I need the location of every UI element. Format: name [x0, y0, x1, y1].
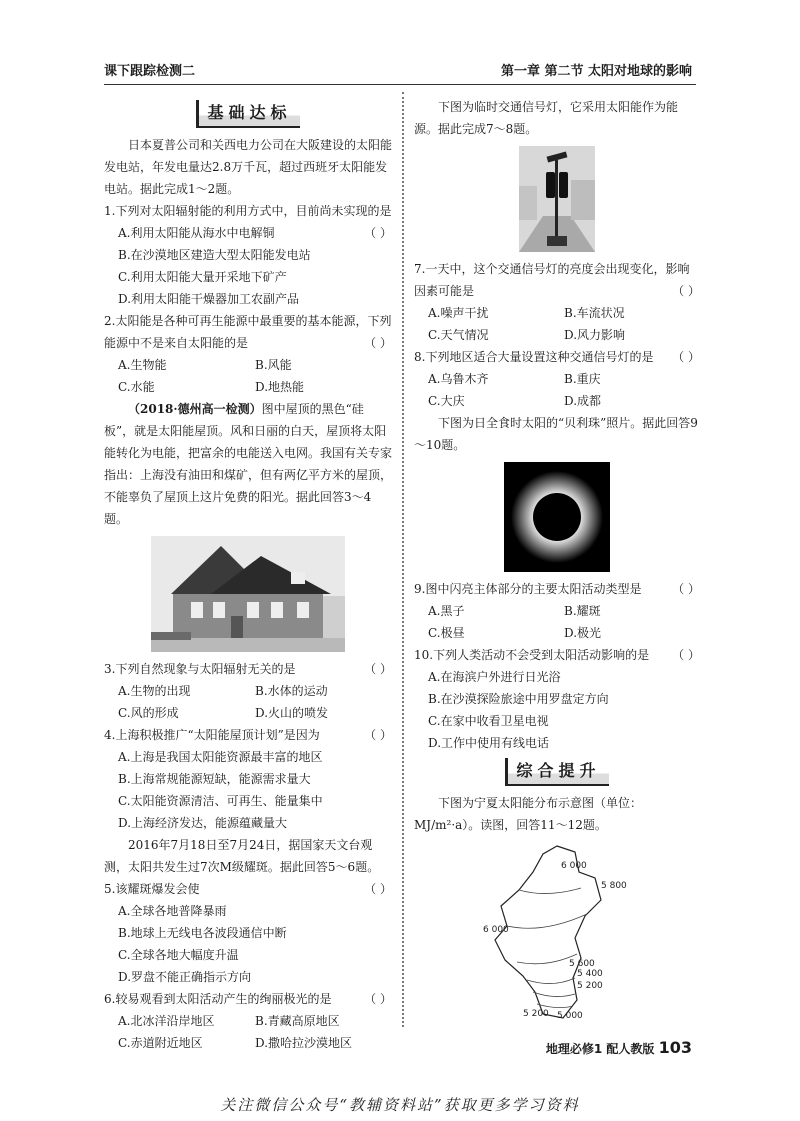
q8-options-cd: C.大庆 D.成都	[428, 394, 602, 408]
header-rule	[104, 84, 696, 85]
question-10: 10.下列人类活动不会受到太阳活动影响的是 （ ）	[414, 648, 700, 662]
intro-9-10: 下图为日全食时太阳的“贝利珠”照片。据此回答9～10题。	[414, 416, 698, 452]
q10-option-d: D.工作中使用有线电话	[428, 736, 550, 750]
q10-option-b: B.在沙漠探险旅途中用罗盘定方向	[428, 692, 609, 706]
q9-options-ab: A.黑子 B.耀斑	[428, 604, 601, 618]
q2-options-cd: C.水能 D.地热能	[118, 380, 305, 394]
q4-option-d: D.上海经济发达，能源蕴藏量大	[118, 816, 288, 830]
q10-option-a: A.在海滨户外进行日光浴	[428, 670, 561, 684]
q1-option-a: A.利用太阳能从海水中电解铜	[118, 226, 275, 240]
header-left: 课下跟踪检测二	[104, 64, 196, 79]
q1-option-d: D.利用太阳能干燥器加工农副产品	[118, 292, 300, 306]
q5-option-a: A.全球各地普降暴雨	[118, 904, 227, 918]
q7-options-ab: A.噪声干扰 B.车流状况	[428, 306, 625, 320]
map-label-2: 5 800	[601, 881, 627, 891]
q9-options-cd: C.极昼 D.极光	[428, 626, 602, 640]
header-right: 第一章 第二节 太阳对地球的影响	[500, 64, 692, 79]
q6-options-cd: C.赤道附近地区 D.撒哈拉沙漠地区	[118, 1036, 353, 1050]
q7-options-cd: C.天气情况 D.风力影响	[428, 328, 626, 342]
q1-option-c: C.利用太阳能大量开采地下矿产	[118, 270, 287, 284]
map-label-8: 5 000	[557, 1011, 583, 1021]
q6-options-ab: A.北冰洋沿岸地区 B.青藏高原地区	[118, 1014, 340, 1028]
q5-option-d: D.罗盘不能正确指示方向	[118, 970, 252, 984]
intro-7-8: 下图为临时交通信号灯，它采用太阳能作为能源。据此完成7～8题。	[414, 100, 679, 136]
q4-option-b: B.上海常规能源短缺，能源需求量大	[118, 772, 311, 786]
eclipse-photo	[414, 462, 700, 572]
question-3: 3.下列自然现象与太阳辐射无关的是 （ ）	[104, 662, 392, 676]
footer-book: 地理必修1 配人教版	[545, 1042, 655, 1056]
map-label-6: 5 200	[577, 981, 603, 991]
q5-option-b: B.地球上无线电各波段通信中断	[118, 926, 287, 940]
question-6: 6.较易观看到太阳活动产生的绚丽极光的是 （ ）	[104, 992, 392, 1006]
question-9: 9.图中闪亮主体部分的主要太阳活动类型是 （ ）	[414, 582, 700, 596]
section-banner-basic: 基础达标	[104, 100, 392, 128]
footer-badge	[546, 1038, 692, 1057]
question-8: 8.下列地区适合大量设置这种交通信号灯的是 （ ）	[414, 350, 700, 364]
q10-option-c: C.在家中收看卫星电视	[428, 714, 549, 728]
intro-3-4: （2018·德州高一检测）图中屋顶的黑色“硅板”，就是太阳能屋顶。风和日丽的白天，屋顶将太阳能转化为电能，把富余的电能送入电网。我国有关专家指出：上海没有油田和煤矿，但有两亿平方米的屋顶，不能辜负了屋顶上这片免费的阳光。据此回答3～4题。	[104, 402, 393, 526]
map-label-5: 5 400	[577, 969, 603, 979]
map-label-3: 6 000	[483, 925, 509, 935]
traffic-light-photo	[414, 146, 700, 252]
q4-option-a: A.上海是我国太阳能资源最丰富的地区	[118, 750, 323, 764]
q5-option-c: C.全球各地大幅度升温	[118, 948, 239, 962]
question-1: 1.下列对太阳辐射能的利用方式中，目前尚未实现的是 （ ）	[104, 204, 392, 240]
right-column	[414, 96, 700, 1028]
left-column	[104, 96, 392, 1054]
ningxia-solar-map	[477, 842, 637, 1022]
solar-eclipse-image	[504, 462, 610, 572]
q3-options-ab: A.生物的出现 B.水体的运动	[118, 684, 328, 698]
intro-1-2: 日本夏普公司和关西电力公司在大阪建设的太阳能发电站，年发电量达2.8万千瓦，超过西班牙太阳能发电站。据此完成1～2题。	[104, 138, 393, 196]
traffic-light-image	[519, 146, 595, 252]
page-number: 103	[658, 1038, 692, 1057]
column-divider	[402, 92, 404, 1027]
intro-5-6: 2016年7月18日至7月24日，据国家天文台观测，太阳共发生过7次M级耀斑。据此回答5～6题。	[104, 838, 380, 874]
map-label-4: 5 600	[569, 959, 595, 969]
ningxia-map	[414, 842, 700, 1022]
question-4: 4.上海积极推广“太阳能屋顶计划”是因为 （ ）	[104, 728, 392, 742]
house-photo	[104, 536, 392, 652]
solar-roof-house-image	[151, 536, 345, 652]
question-5: 5.该耀斑爆发会使 （ ）	[104, 882, 392, 896]
map-label-1: 6 000	[561, 861, 587, 871]
section-banner-advanced: 综合提升	[414, 758, 700, 786]
question-2: 2.太阳能是各种可再生能源中最重要的基本能源，下列能源中不是来自太阳能的是 （ ）	[104, 314, 392, 350]
question-7: 7.一天中，这个交通信号灯的亮度会出现变化，影响因素可能是 （ ）	[414, 262, 700, 298]
map-label-7: 5 200	[523, 1009, 549, 1019]
q4-option-c: C.太阳能资源清洁、可再生、能量集中	[118, 794, 323, 808]
footer-slogan: 关注微信公众号“教辅资料站”获取更多学习资料	[220, 1096, 580, 1114]
intro-11-12: 下图为宁夏太阳能分布示意图（单位：MJ/m²·a）。读图，回答11～12题。	[414, 796, 643, 832]
q3-options-cd: C.风的形成 D.火山的喷发	[118, 706, 329, 720]
q8-options-ab: A.乌鲁木齐 B.重庆	[428, 372, 601, 386]
q2-options-ab: A.生物能 B.风能	[118, 358, 292, 372]
q1-option-b: B.在沙漠地区建造大型太阳能发电站	[118, 248, 311, 262]
